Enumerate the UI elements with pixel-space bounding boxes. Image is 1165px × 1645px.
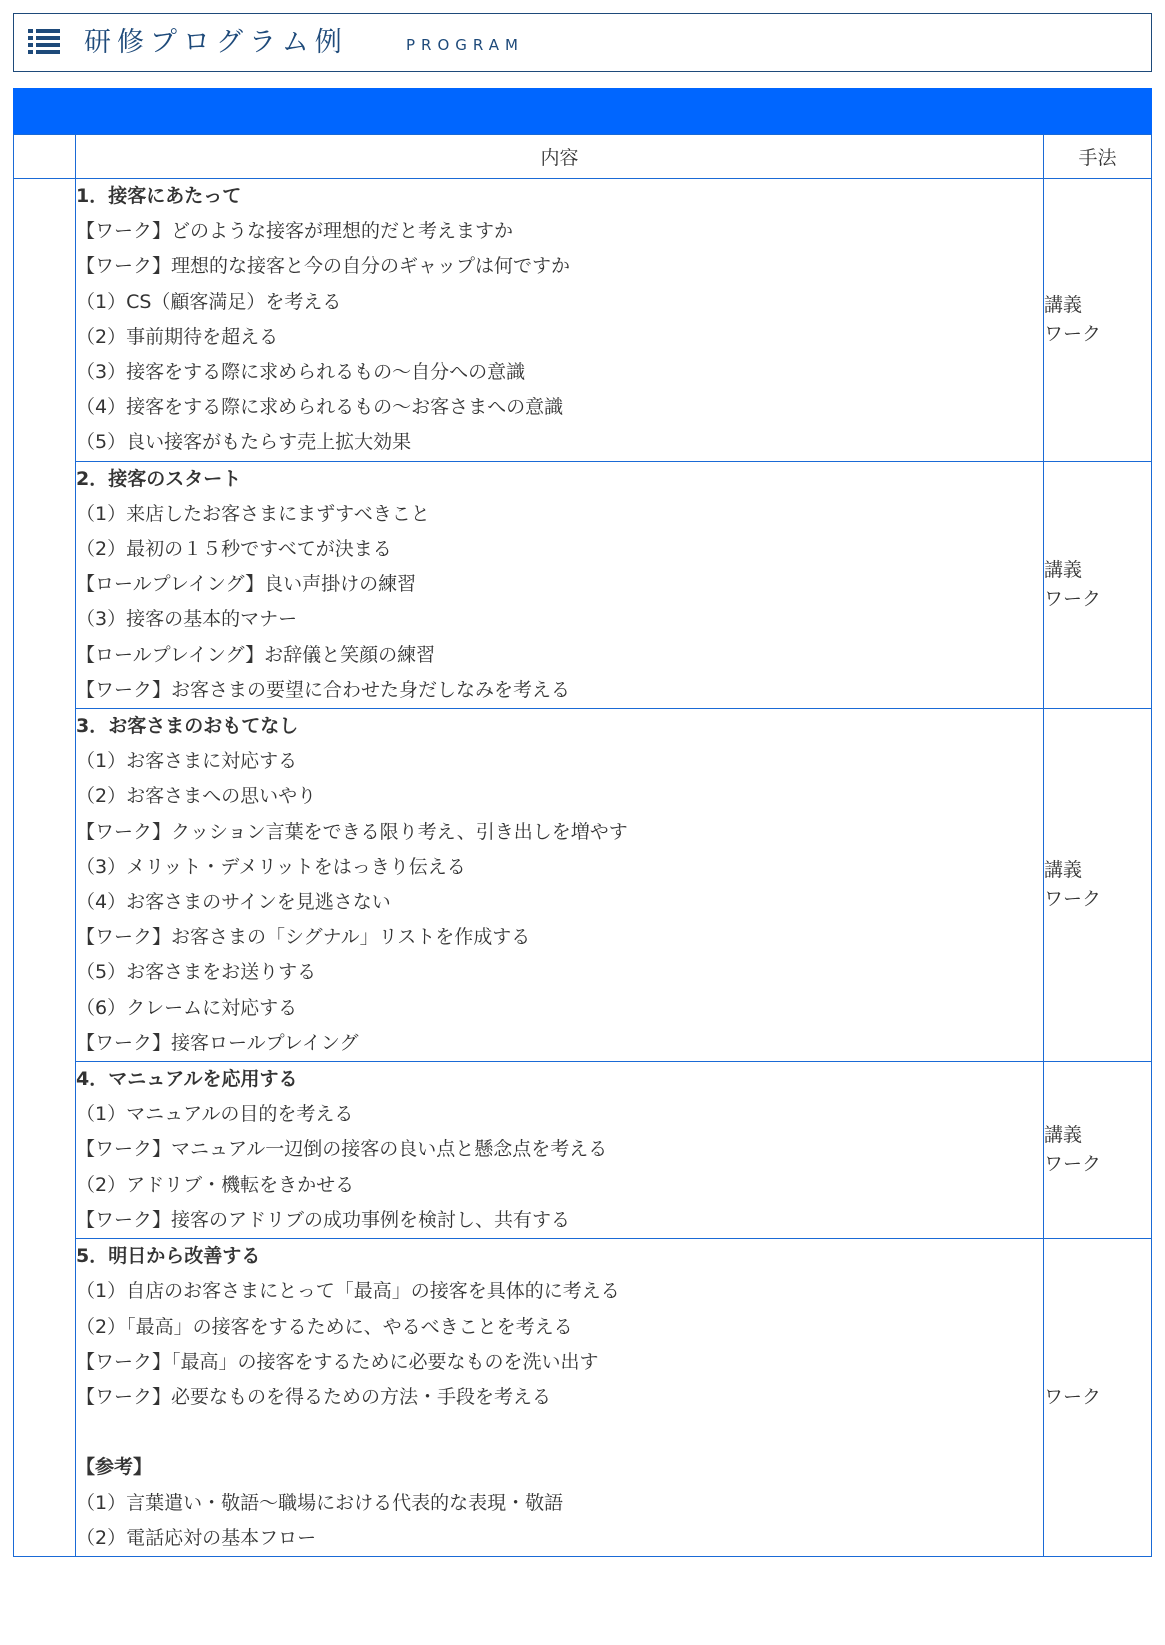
method-cell — [1044, 179, 1152, 462]
content-line: 【ワーク】理想的な接客と今の自分のギャップは何ですか — [76, 255, 571, 278]
content-line: （2）電話応対の基本フロー — [76, 1526, 317, 1549]
content-line: （5）良い接客がもたらす売上拡大効果 — [76, 431, 412, 454]
content-cell — [76, 179, 1044, 462]
content-line: 【ロールプレイング】良い声掛けの練習 — [76, 573, 417, 596]
content-line: 【ワーク】接客ロールプレイング — [76, 1031, 359, 1054]
content-line: （2）事前期待を超える — [76, 325, 279, 348]
content-line: （1）来店したお客さまにまずすべきこと — [76, 502, 430, 525]
content-line: （2）最初の１５秒ですべてが決まる — [76, 538, 392, 561]
table-row — [14, 1062, 1152, 1239]
method-label: 講義 — [1044, 1124, 1083, 1147]
content-line: （1）言葉遣い・敬語～職場における代表的な表現・敬語 — [76, 1491, 564, 1514]
section-heading: 5．明日から改善する — [76, 1245, 261, 1268]
content-line: 【ワーク】クッション言葉をできる限り考え、引き出しを増やす — [76, 820, 628, 843]
line-spacer — [76, 1415, 1043, 1450]
content-line: （3）接客をする際に求められるもの～自分への意識 — [76, 361, 526, 384]
content-line: （4）お客さまのサインを見逃さない — [76, 891, 391, 914]
section-heading: 4．マニュアルを応用する — [76, 1068, 298, 1091]
method-label: ワーク — [1044, 322, 1102, 345]
method-label: ワーク — [1044, 1386, 1102, 1408]
content-line: （3）メリット・デメリットをはっきり伝える — [76, 855, 466, 878]
table-header-row — [14, 135, 1152, 179]
content-line: （2）お客さまへの思いやり — [76, 785, 317, 808]
method-label: ワーク — [1044, 1153, 1102, 1176]
page-title: 研修プログラム例 — [84, 27, 348, 58]
header-method: 手法 — [1044, 135, 1152, 179]
content-line: （1）お客さまに対応する — [76, 750, 298, 773]
table-row — [14, 461, 1152, 708]
program-body — [14, 179, 1152, 1557]
content-line: （1）マニュアルの目的を考える — [76, 1103, 354, 1126]
content-line: 【ワーク】お客さまの要望に合わせた身だしなみを考える — [76, 678, 571, 701]
method-label: 講義 — [1044, 293, 1083, 316]
table-row — [14, 1239, 1152, 1557]
method-cell — [1044, 1239, 1152, 1557]
method-label: 講義 — [1044, 558, 1083, 581]
content-line: （2）アドリブ・機転をきかせる — [76, 1173, 355, 1196]
header-blank-cell — [14, 135, 76, 179]
content-line: 【ワーク】お客さまの「シグナル」リストを作成する — [76, 926, 531, 949]
list-icon — [28, 28, 60, 58]
section-heading: 【参考】 — [76, 1456, 153, 1479]
section-heading: 3．お客さまのおもてなし — [76, 715, 299, 738]
method-label: ワーク — [1044, 888, 1102, 911]
content-line: 【ワーク】必要なものを得るための方法・手段を考える — [76, 1385, 552, 1408]
page-subtitle: PROGRAM — [406, 36, 524, 54]
content-cell — [76, 1239, 1044, 1557]
table-caption-band — [13, 88, 1152, 134]
content-line: （1）自店のお客さまにとって「最高」の接客を具体的に考える — [76, 1280, 620, 1303]
content-cell — [76, 709, 1044, 1062]
section-heading: 2．接客のスタート — [76, 467, 242, 490]
method-label: 講義 — [1044, 859, 1083, 882]
blank-side-cell — [14, 179, 76, 1557]
content-line: （1）CS（顧客満足）を考える — [76, 290, 342, 313]
content-line: （2）「最高」の接客をするために、やるべきことを考える — [76, 1315, 573, 1338]
content-line: （4）接客をする際に求められるもの～お客さまへの意識 — [76, 396, 564, 419]
method-cell — [1044, 1062, 1152, 1239]
content-line: （3）接客の基本的マナー — [76, 608, 298, 631]
content-line: （6）クレームに対応する — [76, 996, 298, 1019]
method-cell — [1044, 709, 1152, 1062]
content-line: 【ワーク】「最高」の接客をするために必要なものを洗い出す — [76, 1350, 599, 1373]
table-row — [14, 709, 1152, 1062]
section-heading: 1．接客にあたって — [76, 185, 242, 207]
section-header — [13, 13, 1152, 72]
content-line: 【ワーク】マニュアル一辺倒の接客の良い点と懸念点を考える — [76, 1138, 608, 1161]
program-table — [13, 134, 1152, 1557]
content-line: 【ロールプレイング】お辞儀と笑顔の練習 — [76, 643, 436, 666]
content-line: 【ワーク】接客のアドリブの成功事例を検討し、共有する — [76, 1208, 571, 1231]
content-line: （5）お客さまをお送りする — [76, 961, 317, 984]
table-row — [14, 179, 1152, 462]
content-line: 【ワーク】どのような接客が理想的だと考えますか — [76, 220, 514, 243]
method-label: ワーク — [1044, 587, 1102, 610]
content-cell — [76, 461, 1044, 708]
content-cell — [76, 1062, 1044, 1239]
method-cell — [1044, 461, 1152, 708]
header-content: 内容 — [76, 135, 1044, 179]
